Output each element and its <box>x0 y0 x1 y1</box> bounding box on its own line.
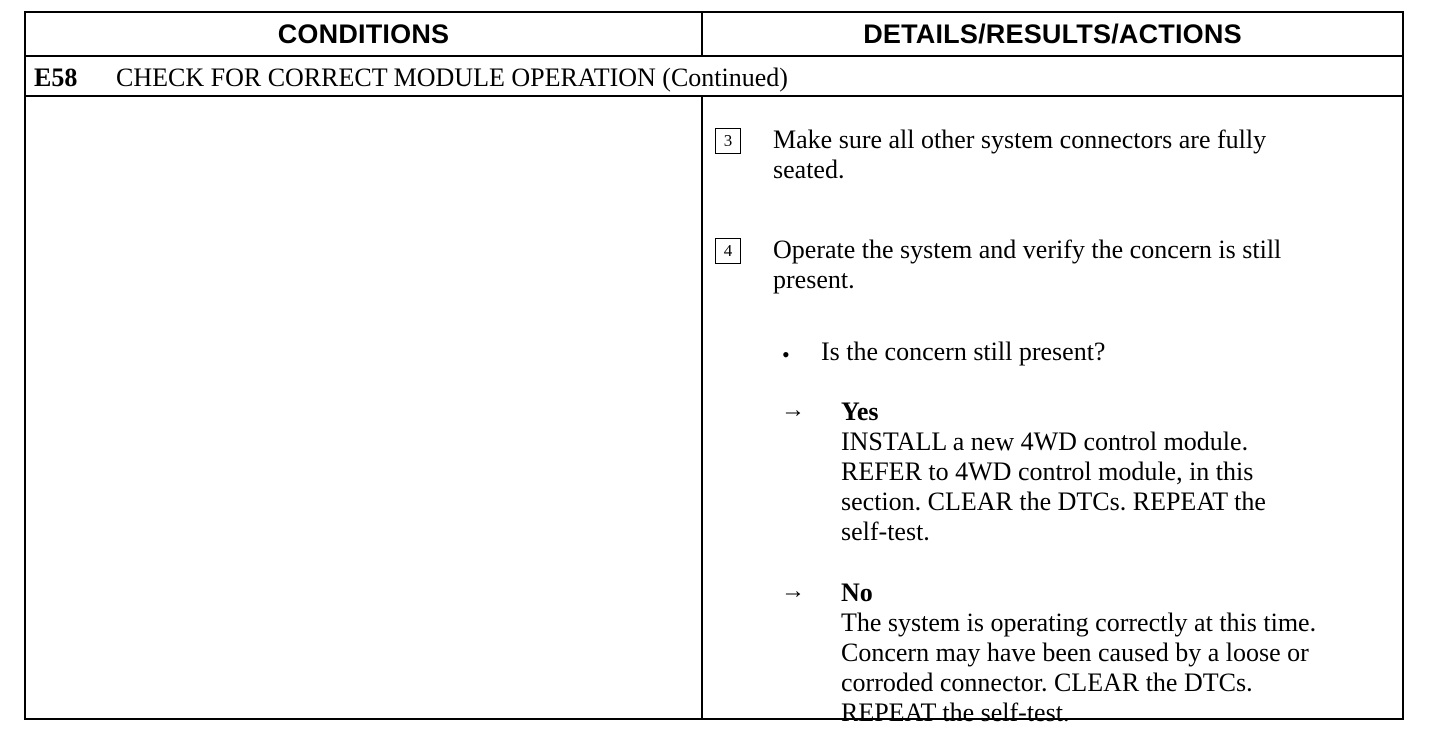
result-yes-line: self-test. <box>841 517 930 546</box>
header-details-results-actions: DETAILS/RESULTS/ACTIONS <box>863 18 1242 49</box>
result-yes-line: INSTALL a new 4WD control module. <box>841 427 1249 456</box>
conditions-cell <box>26 97 703 718</box>
action-4-line: Operate the system and verify the concern is still <box>773 235 1282 264</box>
action-3-text <box>773 125 1266 185</box>
result-yes-line: REFER to 4WD control module, in this <box>841 457 1254 486</box>
procedure-table <box>24 11 1404 727</box>
bullet-icon: • <box>782 342 790 367</box>
result-no-line: The system is operating correctly at this time. <box>841 608 1317 637</box>
result-no-label: No <box>841 578 873 607</box>
result-no-line: corroded connector. CLEAR the DTCs. <box>841 668 1253 697</box>
result-yes <box>841 397 1266 547</box>
result-yes-label: Yes <box>841 397 879 426</box>
details-cell <box>703 97 1402 727</box>
action-4-line: present. <box>773 265 855 294</box>
action-3-line: seated. <box>773 155 845 184</box>
header-conditions: CONDITIONS <box>26 13 703 55</box>
step-title: CHECK FOR CORRECT MODULE OPERATION (Continued) <box>116 63 788 92</box>
action-3-line: Make sure all other system connectors are fully <box>773 125 1267 154</box>
question-text: Is the concern still present? <box>821 337 1106 366</box>
step-id: E58 <box>34 63 78 92</box>
result-no-line: REPEAT the self-test. <box>841 698 1070 727</box>
result-no-line: Concern may have been caused by a loose or <box>841 638 1309 667</box>
arrow-right-icon: → <box>781 397 805 423</box>
result-no <box>841 578 1316 728</box>
arrow-right-icon: → <box>781 578 805 604</box>
action-4-text <box>773 235 1281 295</box>
table-body <box>26 97 1402 727</box>
result-yes-line: section. CLEAR the DTCs. REPEAT the <box>841 487 1266 516</box>
table-header <box>26 13 1402 57</box>
step-number-box: 3 <box>715 128 741 154</box>
step-number-box: 4 <box>715 238 741 264</box>
step-title-row <box>26 57 1402 97</box>
